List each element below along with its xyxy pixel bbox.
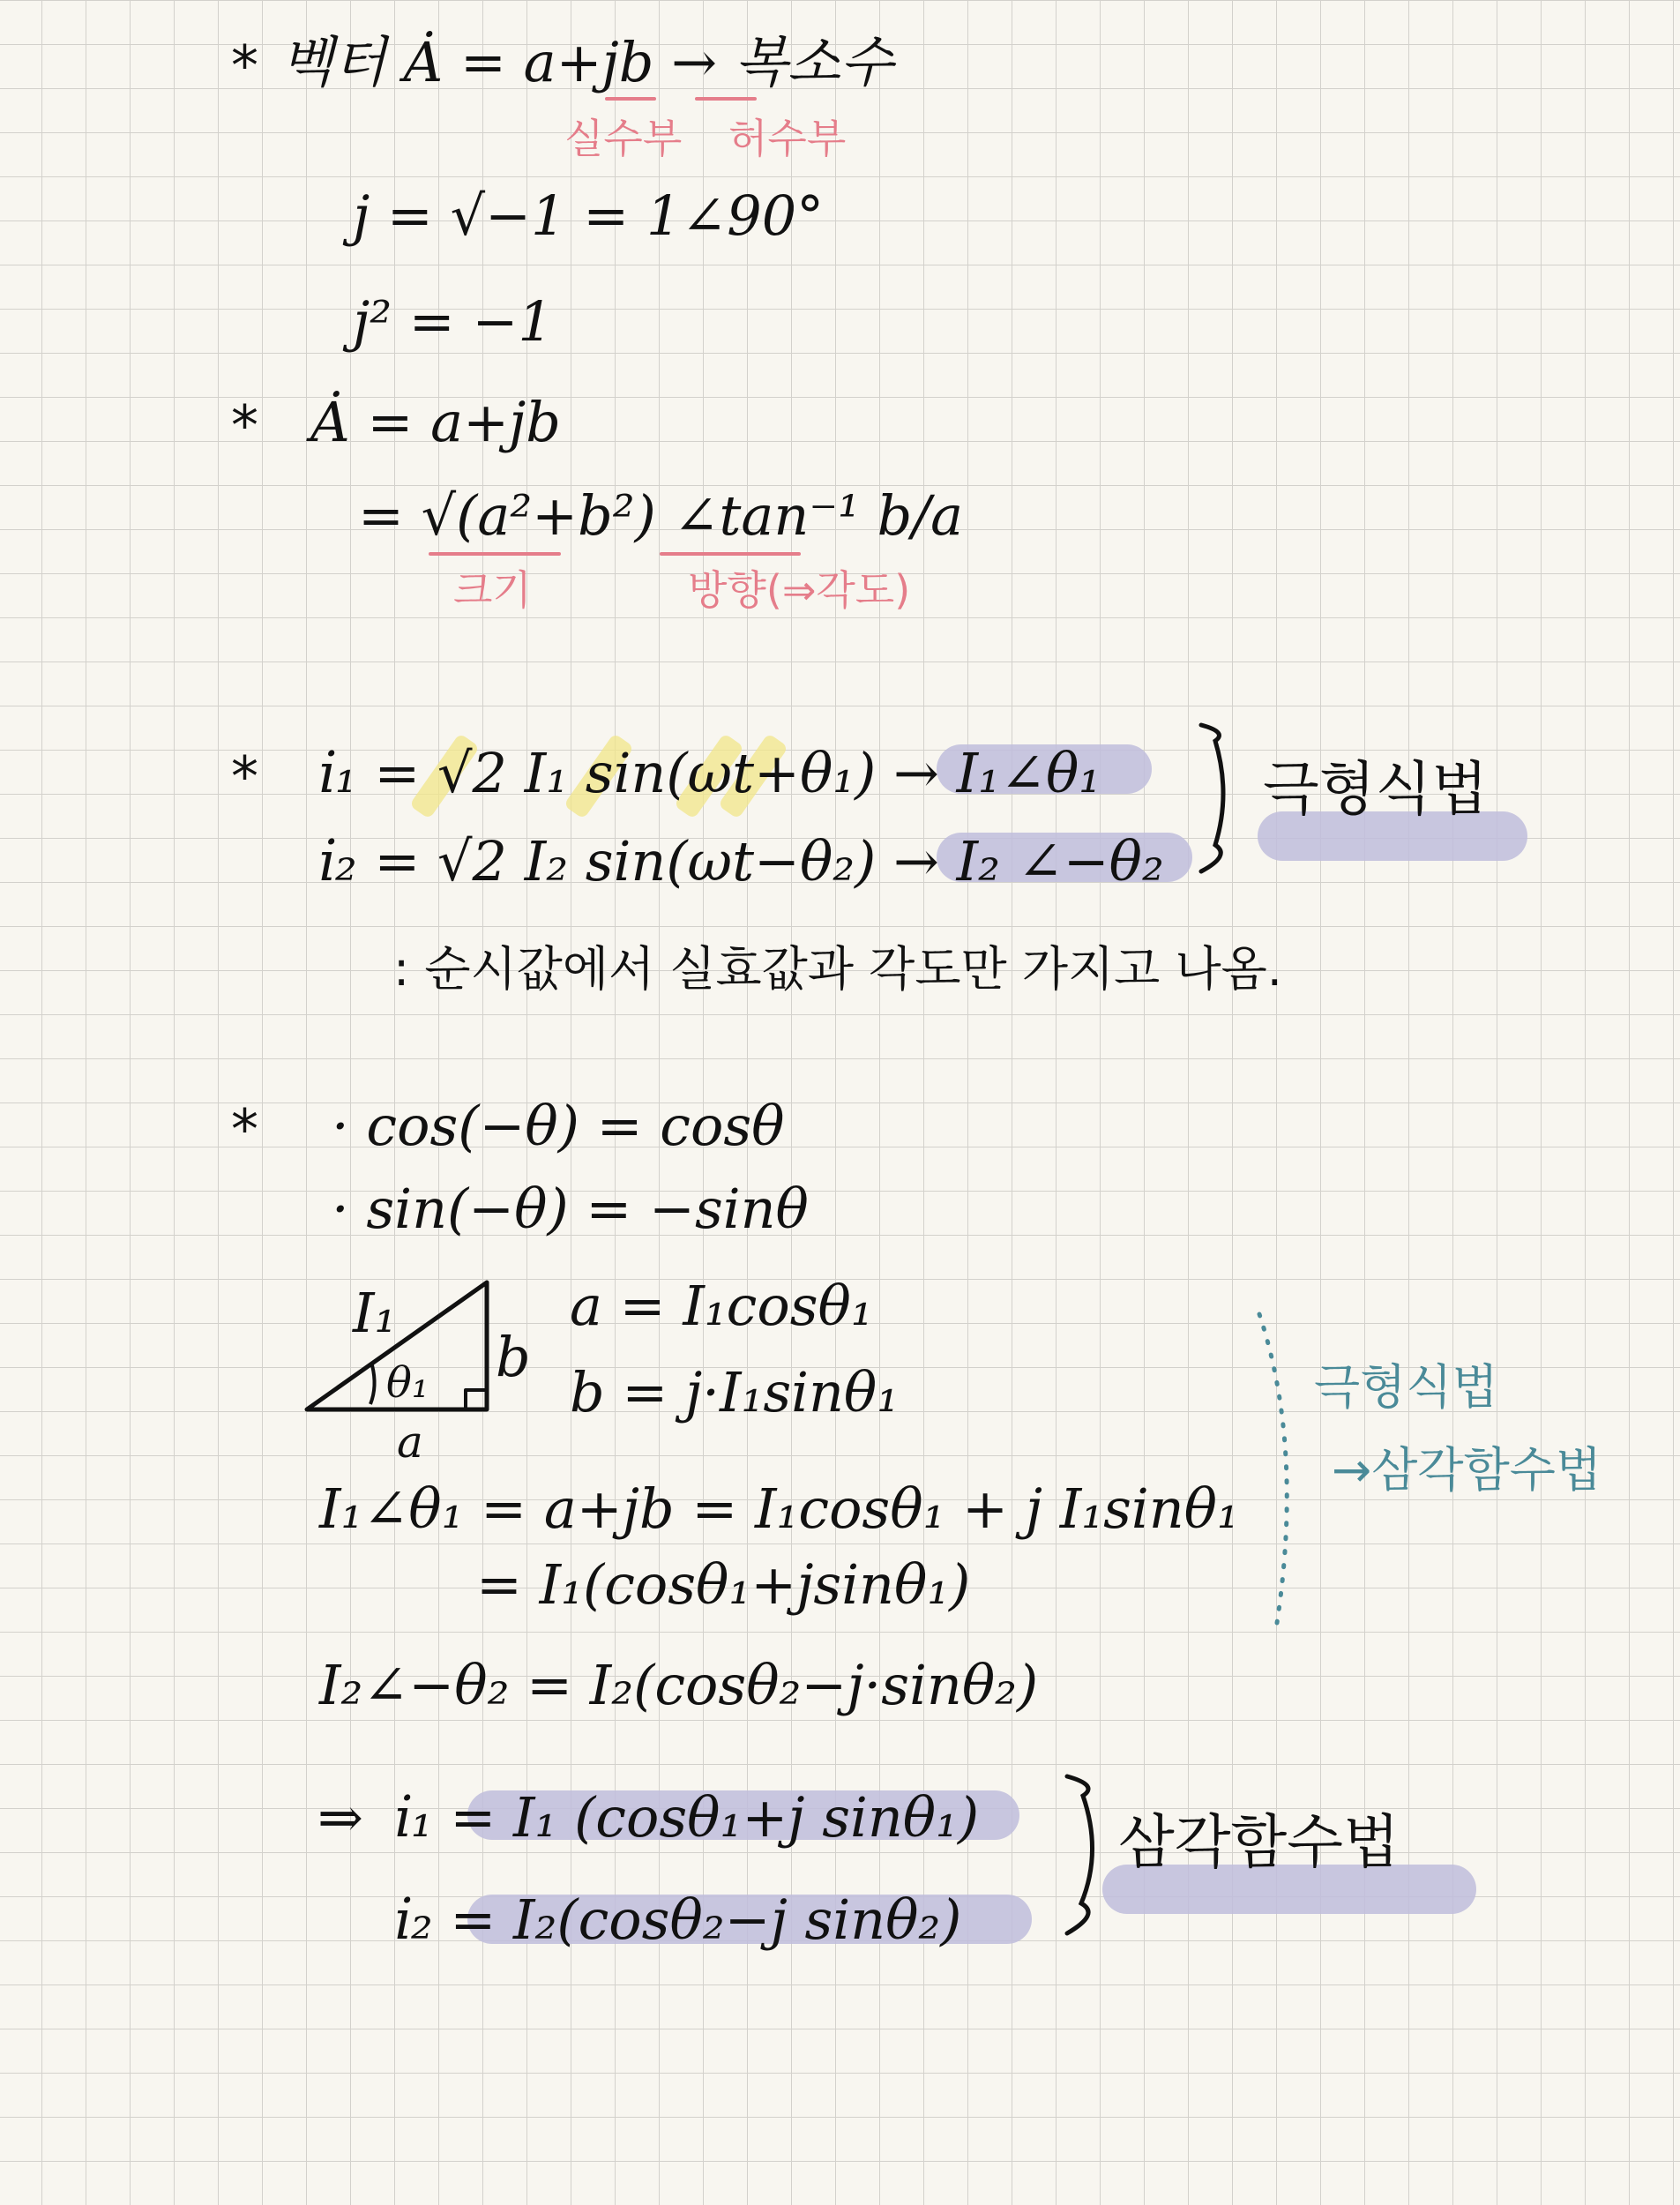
bullet-star: *	[231, 744, 258, 809]
brace-trig	[1067, 1776, 1093, 1933]
sin-identity: · sin(−θ) = −sinθ	[332, 1177, 809, 1241]
triangle-opp-label: b	[496, 1325, 531, 1389]
imag-part-label: 허수부	[728, 115, 847, 162]
polar-line-1: Ȧ = a+jb	[310, 390, 561, 454]
eq-i2-trig: I₂∠−θ₂ = I₂(cosθ₂−j·sinθ₂)	[319, 1653, 1039, 1717]
side-note-trig: →삼각함수법	[1332, 1442, 1602, 1498]
i2-trig-result: i̇₂ = I₂(cosθ₂−j sinθ₂)	[393, 1887, 962, 1952]
side-note-polar: 극형식법	[1314, 1359, 1498, 1415]
trig-method-label: 삼각함수법	[1118, 1808, 1400, 1876]
polar-line-2: = √(a²+b²) ∠tan⁻¹ b/a	[358, 483, 964, 548]
right-triangle	[307, 1282, 487, 1409]
magnitude-label: 크기	[453, 566, 532, 614]
triangle-hyp-label: I₁	[353, 1281, 397, 1345]
b-equation: b = j·I₁sinθ₁	[570, 1360, 900, 1424]
i1-trig-result: i̇₁ = I₁ (cosθ₁+j sinθ₁)	[393, 1785, 980, 1850]
triangle-adj-label: a	[397, 1416, 423, 1468]
cos-identity: · cos(−θ) = cosθ	[332, 1094, 785, 1158]
eq-factored: = I₁(cosθ₁+jsinθ₁)	[476, 1552, 971, 1617]
direction-label: 방향(⇒각도)	[688, 566, 911, 614]
brace-polar	[1201, 725, 1223, 871]
triangle-angle-label: θ₁	[386, 1358, 429, 1408]
dotted-divider	[1259, 1314, 1287, 1623]
i2-polar-conversion: i̇₂ = √2 I₂ sin(ωt−θ₂) → I₂ ∠−θ₂	[317, 829, 1164, 893]
note-rms-angle: : 순시값에서 실효값과 각도만 가지고 나옴.	[393, 941, 1282, 997]
result-arrow: ⇒	[317, 1785, 363, 1850]
bullet-star: *	[231, 34, 258, 98]
vector-title: 벡터 Ȧ = a+jb → 복소수	[280, 30, 893, 94]
bullet-star: *	[231, 393, 258, 458]
i1-polar-conversion: i̇₁ = √2 I₁ sin(ωt+θ₁) → I₁∠θ₁	[317, 741, 1101, 805]
polar-method-label: 극형식법	[1263, 755, 1489, 823]
j-definition: j = √−1 = 1∠90°	[353, 183, 825, 248]
real-part-label: 실수부	[564, 115, 683, 162]
a-equation: a = I₁cosθ₁	[570, 1274, 873, 1338]
eq-polar-to-rect: I₁∠θ₁ = a+jb = I₁cosθ₁ + j I₁sinθ₁	[319, 1476, 1239, 1541]
j-squared: j² = −1	[353, 289, 553, 354]
bullet-star: *	[231, 1097, 258, 1162]
